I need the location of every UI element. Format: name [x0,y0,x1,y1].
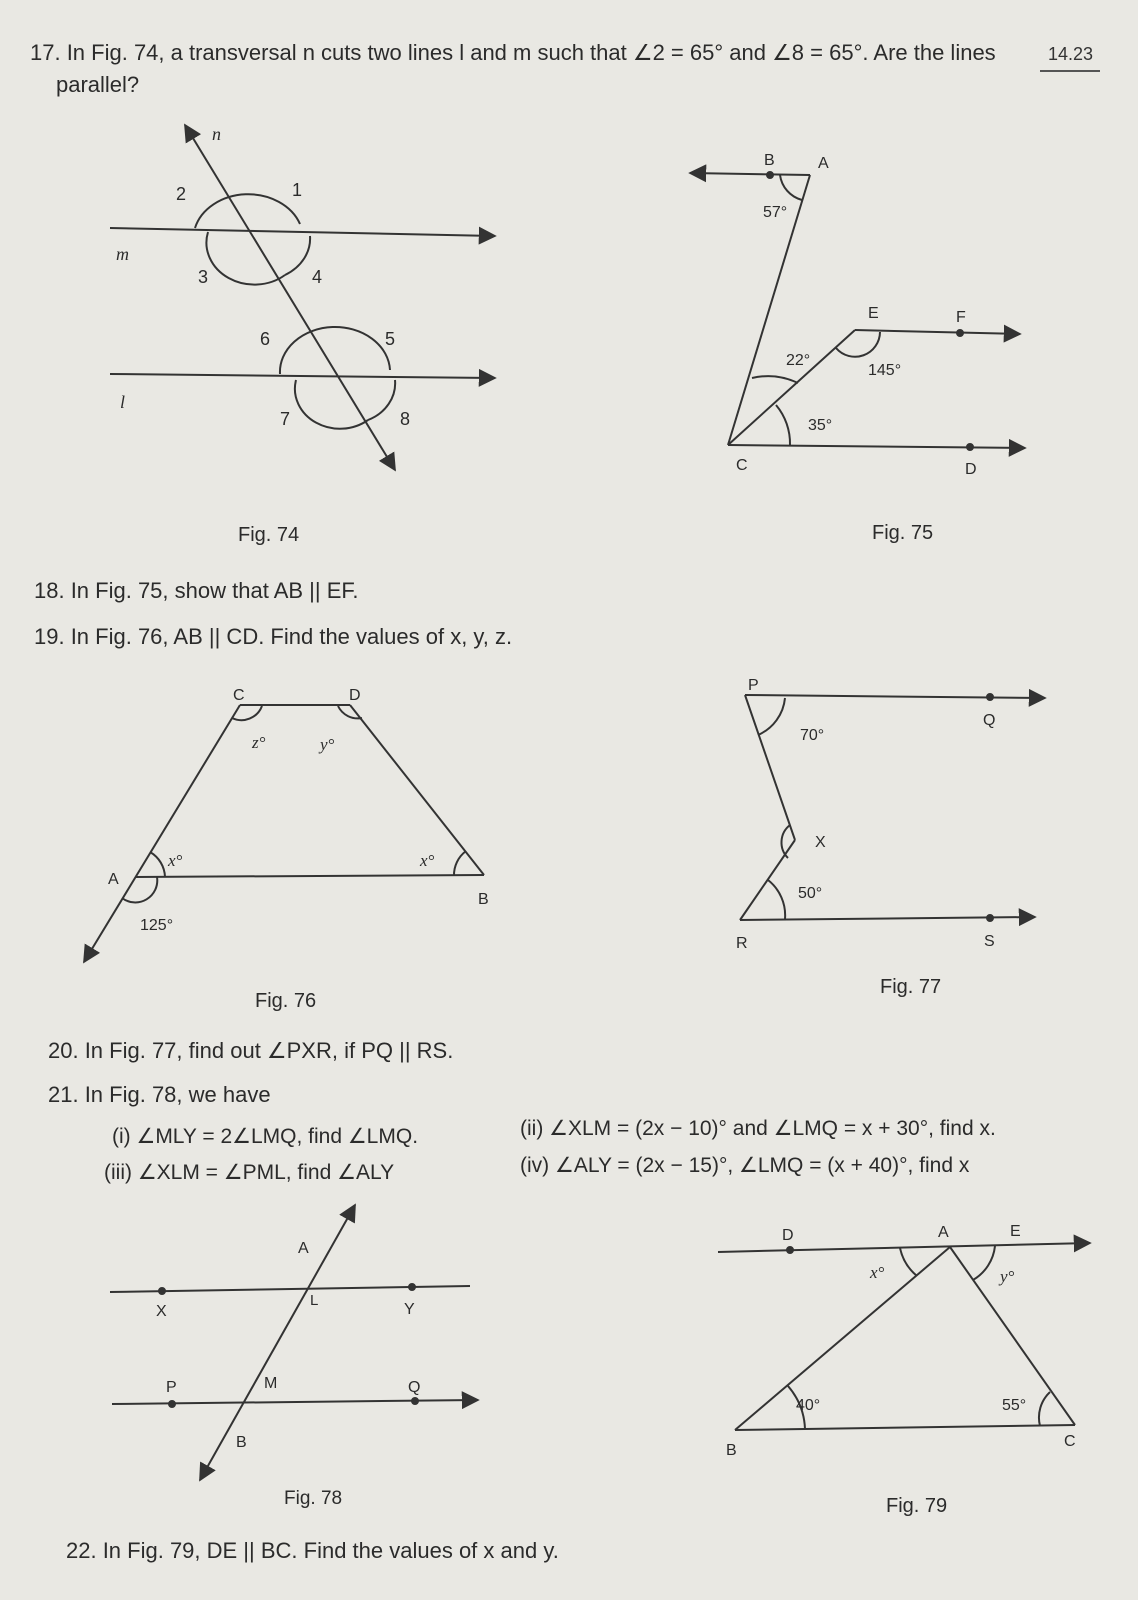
fig79-angle-x: x° [870,1263,885,1282]
fig79-label-E: E [1010,1223,1021,1240]
fig76-label-C: C [233,687,245,704]
fig77-caption: Fig. 77 [880,976,942,998]
fig74-angle-7: 7 [280,409,291,429]
fig75-angle-22: 22° [786,352,811,369]
angle-arc-55 [1039,1392,1050,1426]
point-F [957,330,963,336]
fig75-label-F: F [956,309,966,326]
angle-arc-y [973,1246,995,1280]
figure-78 [110,1205,478,1480]
question-20: 20. In Fig. 77, find out ∠PXR, if PQ || RS. [48,1038,454,1063]
question-21-intro: 21. In Fig. 78, we have [48,1082,271,1107]
fig77-angle-70: 70° [800,727,825,744]
fig78-caption: Fig. 78 [284,1488,343,1509]
segment-CE [728,330,855,445]
segment-PX [745,695,795,840]
segment-XR [740,840,795,920]
page-number: 14.23 [1048,44,1094,64]
segment-BC [735,1425,1075,1430]
fig79-label-C: C [1064,1433,1076,1450]
fig76-angle-y: y° [320,735,335,754]
fig78-label-L: L [310,1292,319,1309]
fig77-label-X: X [815,834,826,851]
point-Q [412,1398,418,1404]
question-21-part-i: (i) ∠MLY = 2∠LMQ, find ∠LMQ. [112,1125,419,1148]
question-21-part-iv: (iv) ∠ALY = (2x − 15)°, ∠LMQ = (x + 40)°, find x [520,1154,970,1177]
fig76-label-A: A [108,871,119,888]
question-17-line2: parallel? [56,72,140,97]
angle-arc-2-1 [195,194,300,228]
figure-74 [110,125,495,470]
fig79-caption: Fig. 79 [886,1495,948,1517]
fig76-angle-125: 125° [140,917,174,934]
fig74-angle-2: 2 [176,184,187,204]
fig76-caption: Fig. 76 [255,990,317,1012]
fig78-label-P: P [166,1379,177,1396]
segment-DB [350,705,484,875]
fig74-label-n: n [212,124,221,144]
fig74-caption: Fig. 74 [238,524,300,546]
segment-AB [735,1247,950,1430]
fig79-angle-y: y° [1000,1267,1015,1286]
figure-79 [718,1243,1090,1430]
segment-AB [135,875,484,877]
angle-arc-x-B [454,851,466,876]
angle-arc-7 [295,380,368,429]
fig78-label-Y: Y [404,1301,415,1318]
fig75-angle-35: 35° [808,417,833,434]
fig75-label-A: A [818,155,829,172]
figure-75 [690,172,1025,450]
fig79-label-A: A [938,1224,949,1241]
fig77-label-P: P [748,677,759,694]
point-B [767,172,773,178]
question-22: 22. In Fig. 79, DE || BC. Find the values of x and y. [66,1538,559,1563]
fig75-angle-57: 57° [763,204,788,221]
angle-arc-35 [776,405,790,445]
transversal-AB [200,1205,355,1480]
question-19: 19. In Fig. 76, AB || CD. Find the values of x, y, z. [34,624,513,649]
angle-arc-22 [752,376,798,383]
point-P [169,1401,175,1407]
fig75-angle-145: 145° [868,362,902,379]
fig75-label-D: D [965,461,977,478]
fig74-angle-8: 8 [400,409,411,429]
angle-arc-4 [285,236,310,275]
fig75-label-B: B [764,152,775,169]
ray-AB [690,173,810,175]
fig76-label-B: B [478,891,489,908]
figure-77 [740,694,1045,921]
line-m [110,228,495,236]
fig74-angle-1: 1 [292,180,303,200]
fig74-label-l: l [120,392,126,412]
ray-CD [728,445,1025,448]
fig76-angle-z: z° [252,733,266,752]
fig76-angle-x-A: x° [168,851,183,870]
point-Y [409,1284,415,1290]
angle-arc-50 [768,880,785,919]
fig74-angle-6: 6 [260,329,271,349]
fig79-angle-55: 55° [1002,1397,1027,1414]
fig77-angle-50: 50° [798,885,823,902]
fig79-label-D: D [782,1227,794,1244]
question-21-part-iii: (iii) ∠XLM = ∠PML, find ∠ALY [104,1161,395,1184]
line-PQ [112,1400,478,1404]
fig78-label-X: X [156,1303,167,1320]
angle-arc-70 [758,698,785,735]
ray-PQ [745,695,1045,698]
fig79-label-B: B [726,1442,737,1459]
angle-arc-57 [780,175,802,200]
fig78-label-B: B [236,1434,247,1451]
line-DE [718,1243,1090,1252]
fig75-caption: Fig. 75 [872,522,934,544]
angle-arc-x [900,1248,917,1276]
angle-arc-x-A [150,852,165,877]
fig75-label-E: E [868,305,879,322]
fig74-angle-5: 5 [385,329,396,349]
point-S [987,915,993,921]
fig74-angle-4: 4 [312,267,323,287]
point-D [787,1247,793,1253]
fig78-label-A: A [298,1240,309,1257]
angle-arc-6-5 [280,327,390,374]
point-X [159,1288,165,1294]
fig77-label-Q: Q [983,712,996,729]
fig77-label-R: R [736,935,748,952]
point-D [967,444,973,450]
point-Q [987,694,993,700]
fig76-angle-x-B: x° [420,851,435,870]
fig76-label-D: D [349,687,361,704]
angle-arc-z [232,706,262,720]
fig78-label-M: M [264,1375,278,1392]
question-18: 18. In Fig. 75, show that AB || EF. [34,578,359,603]
fig77-label-S: S [984,933,995,950]
line-l [110,374,495,378]
angle-arc-8 [368,380,395,420]
fig78-label-Q: Q [408,1379,421,1396]
question-17-line1: 17. In Fig. 74, a transversal n cuts two lines l and m such that ∠2 = 65° and ∠8 = 65°. Are the lines [30,40,996,65]
fig74-angle-3: 3 [198,267,209,287]
fig74-label-m: m [116,244,129,264]
fig79-angle-40: 40° [796,1397,821,1414]
angle-arc-3 [206,232,285,285]
fig75-label-C: C [736,457,748,474]
question-21-part-ii: (ii) ∠XLM = (2x − 10)° and ∠LMQ = x + 30°, find x. [520,1117,996,1140]
angle-arc-145 [836,332,880,357]
